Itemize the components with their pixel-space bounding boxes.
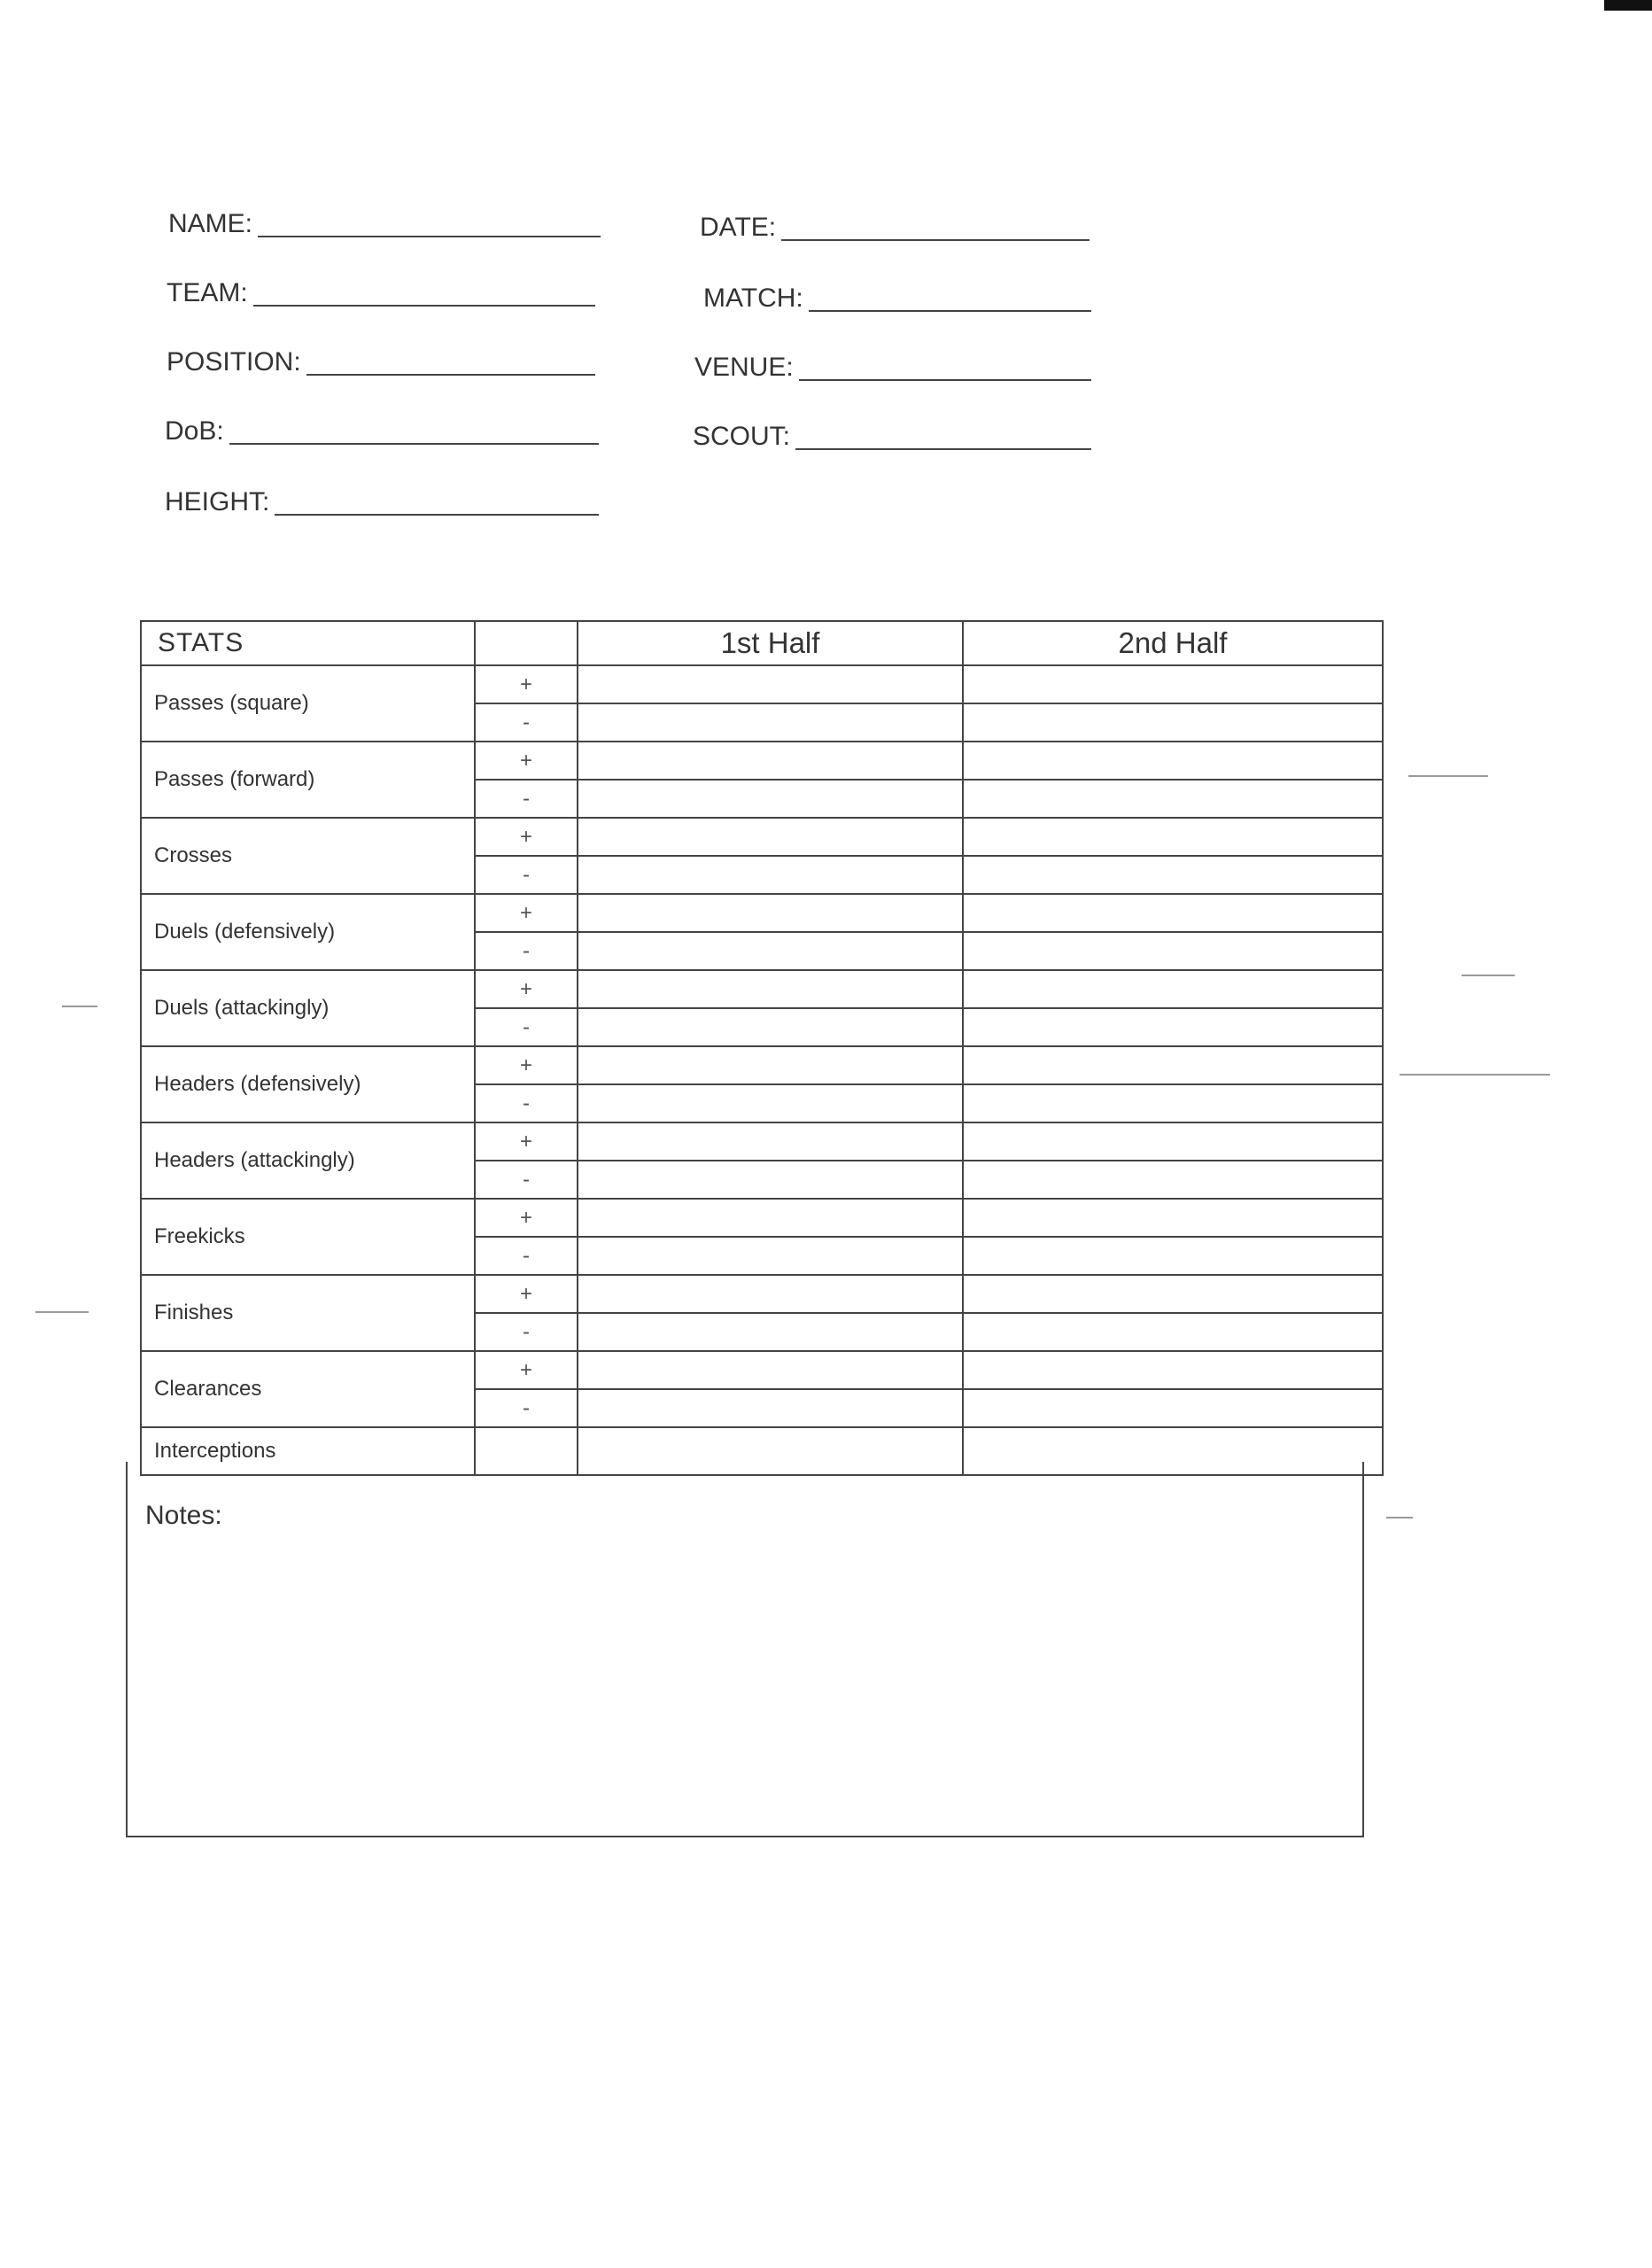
stat-name: Passes (forward) [141,742,475,818]
first-half-cell[interactable] [578,1275,963,1313]
table-row [141,665,1383,703]
table-row [141,1122,1383,1161]
scout-field[interactable] [693,423,1091,450]
stat-name: Interceptions [141,1427,475,1475]
plus-sign: + [475,665,578,703]
second-half-cell[interactable] [963,1199,1383,1237]
first-half-cell[interactable] [578,1351,963,1389]
position-label: POSITION: [167,347,301,377]
plus-sign: + [475,1046,578,1084]
second-half-column-header: 2nd Half [963,621,1383,665]
first-half-cell[interactable] [578,970,963,1008]
minus-sign: - [475,1237,578,1275]
stats-body [141,665,1383,1475]
minus-sign: - [475,1008,578,1046]
first-half-cell[interactable] [578,1199,963,1237]
plus-sign: + [475,742,578,780]
second-half-cell[interactable] [963,1046,1383,1084]
scan-corner-mark [1604,0,1652,11]
second-half-cell[interactable] [963,970,1383,1008]
table-row [141,1351,1383,1389]
plus-sign: + [475,970,578,1008]
first-half-cell[interactable] [578,1008,963,1046]
position-field[interactable] [167,349,595,376]
scan-speck [62,1006,97,1007]
table-row [141,894,1383,932]
second-half-cell[interactable] [963,1161,1383,1199]
scan-speck [1400,1074,1550,1076]
minus-sign: - [475,1313,578,1351]
stat-name: Duels (defensively) [141,894,475,970]
height-field[interactable] [165,489,599,516]
venue-line[interactable] [799,356,1091,381]
table-row [141,742,1383,780]
second-half-cell[interactable] [963,1275,1383,1313]
second-half-cell[interactable] [963,856,1383,894]
second-half-cell[interactable] [963,665,1383,703]
name-line[interactable] [258,213,601,237]
notes-label: Notes: [145,1501,222,1530]
minus-sign: - [475,1161,578,1199]
second-half-cell[interactable] [963,932,1383,970]
first-half-cell[interactable] [578,1389,963,1427]
scan-speck [35,1311,89,1313]
stats-table [140,620,1384,1476]
table-row [141,1275,1383,1313]
minus-sign: - [475,780,578,818]
height-label: HEIGHT: [165,487,270,517]
first-half-cell[interactable] [578,1122,963,1161]
match-field[interactable] [703,285,1091,312]
height-line[interactable] [275,491,599,516]
dob-line[interactable] [229,420,599,445]
scout-label: SCOUT: [693,422,791,451]
scout-line[interactable] [795,425,1091,450]
first-half-cell[interactable] [578,818,963,856]
stats-column-header: STATS [141,621,475,665]
scan-speck [1462,975,1515,976]
scan-speck [1386,1517,1413,1518]
team-line[interactable] [253,282,595,307]
second-half-cell[interactable] [963,703,1383,742]
minus-sign: - [475,856,578,894]
position-line[interactable] [306,351,595,376]
first-half-cell[interactable] [578,703,963,742]
stat-name: Clearances [141,1351,475,1427]
first-half-column-header: 1st Half [578,621,963,665]
second-half-cell[interactable] [963,1351,1383,1389]
first-half-cell[interactable] [578,894,963,932]
table-row [141,970,1383,1008]
team-label: TEAM: [167,278,248,307]
stats-header-row [141,621,1383,665]
minus-sign: - [475,703,578,742]
second-half-cell[interactable] [963,1008,1383,1046]
match-label: MATCH: [703,284,803,313]
plus-sign: + [475,894,578,932]
stat-name: Finishes [141,1275,475,1351]
plus-sign: + [475,1351,578,1389]
second-half-cell[interactable] [963,780,1383,818]
second-half-cell[interactable] [963,1237,1383,1275]
table-row [141,1046,1383,1084]
venue-field[interactable] [694,354,1091,381]
stat-name: Headers (defensively) [141,1046,475,1122]
stat-name: Crosses [141,818,475,894]
scan-speck [1408,775,1488,777]
plus-sign: + [475,818,578,856]
minus-sign: - [475,1084,578,1122]
date-line[interactable] [781,216,1090,241]
date-label: DATE: [700,213,777,242]
stat-name: Passes (square) [141,665,475,742]
stat-name: Duels (attackingly) [141,970,475,1046]
first-half-cell[interactable] [578,1046,963,1084]
first-half-cell[interactable] [578,932,963,970]
notes-box[interactable] [126,1462,1364,1837]
first-half-cell[interactable] [578,1084,963,1122]
table-row [141,1199,1383,1237]
first-half-cell[interactable] [578,1161,963,1199]
second-half-cell[interactable] [963,742,1383,780]
second-half-cell[interactable] [963,1084,1383,1122]
dob-field[interactable] [165,418,599,445]
second-half-cell[interactable] [963,1313,1383,1351]
sign-column-header [475,621,578,665]
table-row [141,818,1383,856]
dob-label: DoB: [165,416,224,446]
second-half-cell[interactable] [963,894,1383,932]
match-line[interactable] [809,287,1091,312]
first-half-cell[interactable] [578,742,963,780]
team-field[interactable] [167,280,595,307]
minus-sign: - [475,1389,578,1427]
first-half-cell[interactable] [578,665,963,703]
name-field[interactable] [168,211,601,237]
date-field[interactable] [700,214,1090,241]
venue-label: VENUE: [694,353,794,382]
minus-sign: - [475,932,578,970]
plus-sign: + [475,1122,578,1161]
stat-name: Freekicks [141,1199,475,1275]
plus-sign: + [475,1275,578,1313]
plus-sign: + [475,1199,578,1237]
first-half-cell[interactable] [578,856,963,894]
second-half-cell[interactable] [963,1389,1383,1427]
first-half-cell[interactable] [578,1313,963,1351]
first-half-cell[interactable] [578,780,963,818]
stat-name: Headers (attackingly) [141,1122,475,1199]
second-half-cell[interactable] [963,1122,1383,1161]
first-half-cell[interactable] [578,1237,963,1275]
second-half-cell[interactable] [963,818,1383,856]
name-label: NAME: [168,209,253,238]
